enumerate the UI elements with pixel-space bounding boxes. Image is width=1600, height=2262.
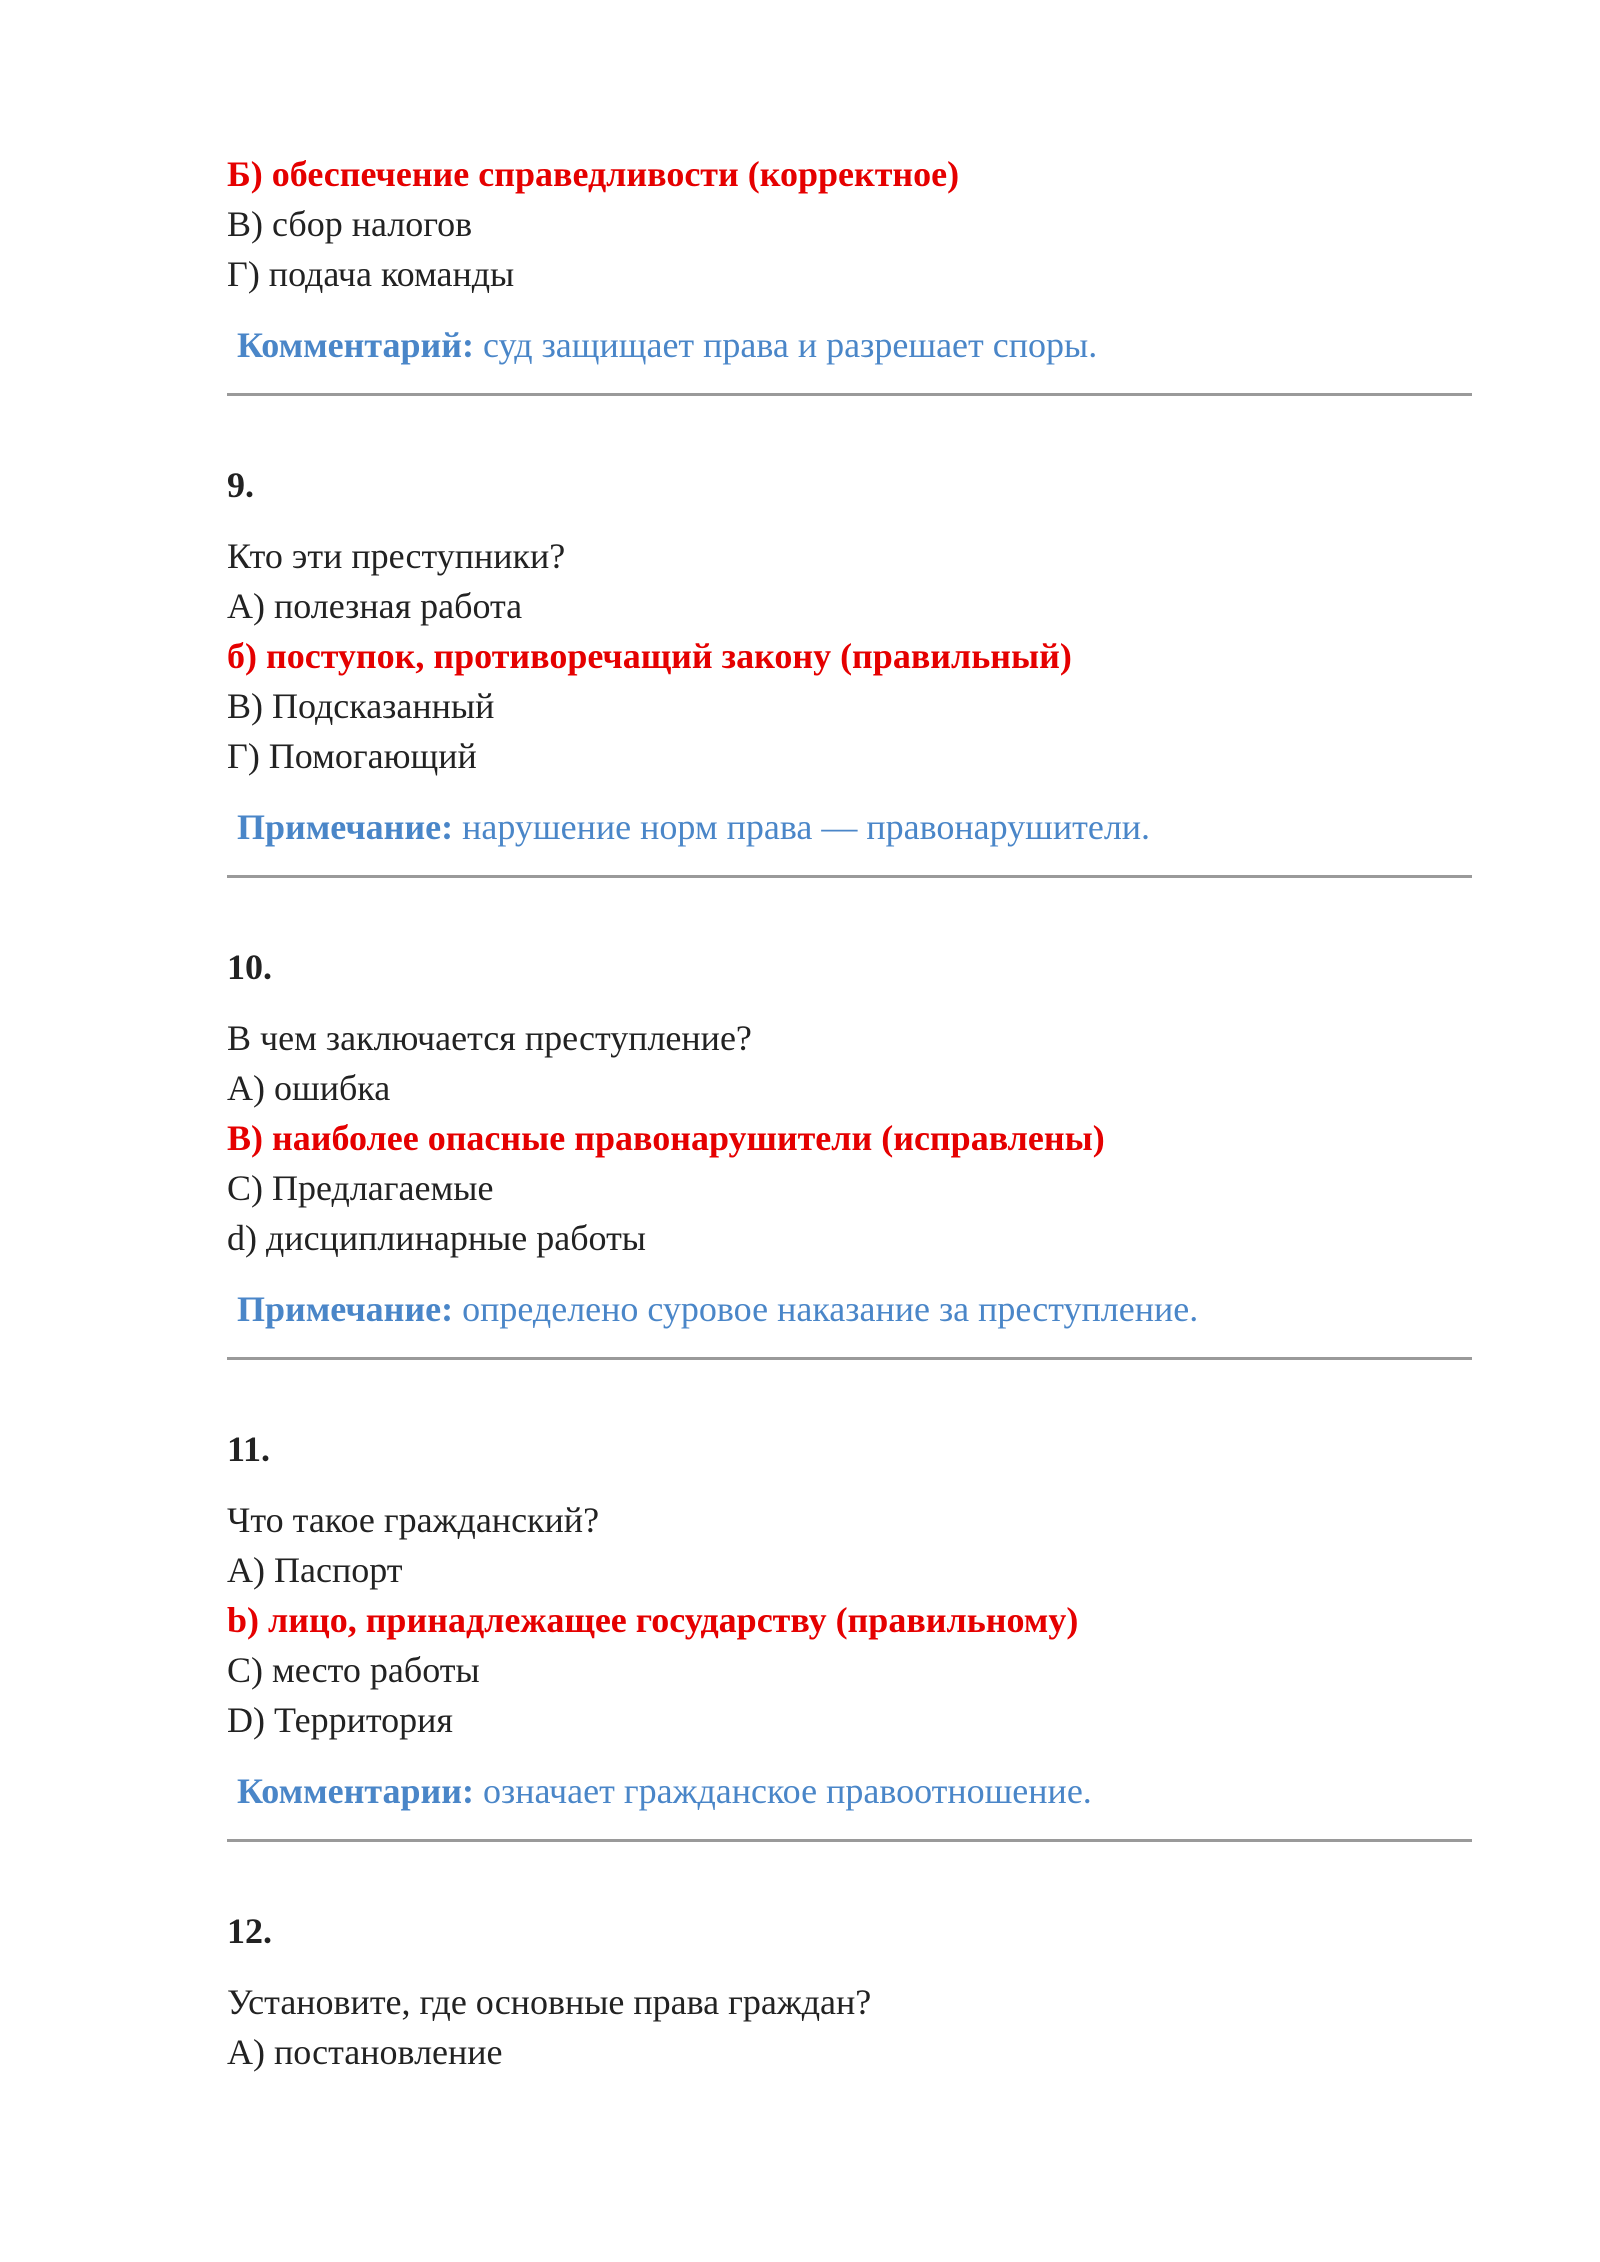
divider <box>227 875 1472 878</box>
divider <box>227 1839 1472 1842</box>
comment-label: Примечание: <box>237 807 454 847</box>
question-number: 9. <box>227 465 254 505</box>
question-number: 11. <box>227 1429 271 1469</box>
question-block-8 <box>227 149 1472 396</box>
answer-option: В) сбор налогов <box>227 204 473 244</box>
question-text: Установите, где основные права граждан? <box>227 1982 872 2022</box>
answer-option: А) ошибка <box>227 1068 391 1108</box>
answer-option-correct: b) лицо, принадлежащее государству (правильному) <box>227 1600 1079 1640</box>
divider <box>227 393 1472 396</box>
answer-option: А) полезная работа <box>227 586 523 626</box>
answer-option: С) Предлагаемые <box>227 1168 494 1208</box>
answer-option: Г) Помогающий <box>227 736 477 776</box>
question-text: Кто эти преступники? <box>227 536 566 576</box>
answer-option: В) Подсказанный <box>227 686 495 726</box>
answer-option: Г) подача команды <box>227 254 515 294</box>
question-block-9 <box>227 460 1472 878</box>
question-text: В чем заключается преступление? <box>227 1018 752 1058</box>
comment-label: Комментарии: <box>237 1771 475 1811</box>
comment-label: Примечание: <box>237 1289 454 1329</box>
answer-option-correct: В) наиболее опасные правонарушители (исправлены) <box>227 1118 1105 1158</box>
question-number: 10. <box>227 947 272 987</box>
comment-label: Комментарий: <box>237 325 475 365</box>
comment-text: определено суровое наказание за преступление. <box>453 1289 1199 1329</box>
divider <box>227 1357 1472 1360</box>
question-text: Что такое гражданский? <box>227 1500 600 1540</box>
answer-option: D) Территория <box>227 1700 453 1740</box>
question-number: 12. <box>227 1911 272 1951</box>
comment-text: нарушение норм права — правонарушители. <box>453 807 1151 847</box>
question-block-12 <box>227 1906 1472 2077</box>
answer-option: d) дисциплинарные работы <box>227 1218 646 1258</box>
answer-option: С) место работы <box>227 1650 480 1690</box>
answer-option-correct: Б) обеспечение справедливости (корректное) <box>227 154 960 194</box>
answer-option: А) Паспорт <box>227 1550 403 1590</box>
quiz-content <box>227 149 1472 2077</box>
comment-text: суд защищает права и разрешает споры. <box>474 325 1098 365</box>
comment <box>227 320 1472 370</box>
comment <box>227 1284 1472 1334</box>
comment <box>227 802 1472 852</box>
comment-text: означает гражданское правоотношение. <box>474 1771 1092 1811</box>
answer-option: А) постановление <box>227 2032 503 2072</box>
question-block-10 <box>227 942 1472 1360</box>
answer-option-correct: б) поступок, противоречащий закону (правильный) <box>227 636 1072 676</box>
comment <box>227 1766 1472 1816</box>
question-block-11 <box>227 1424 1472 1842</box>
